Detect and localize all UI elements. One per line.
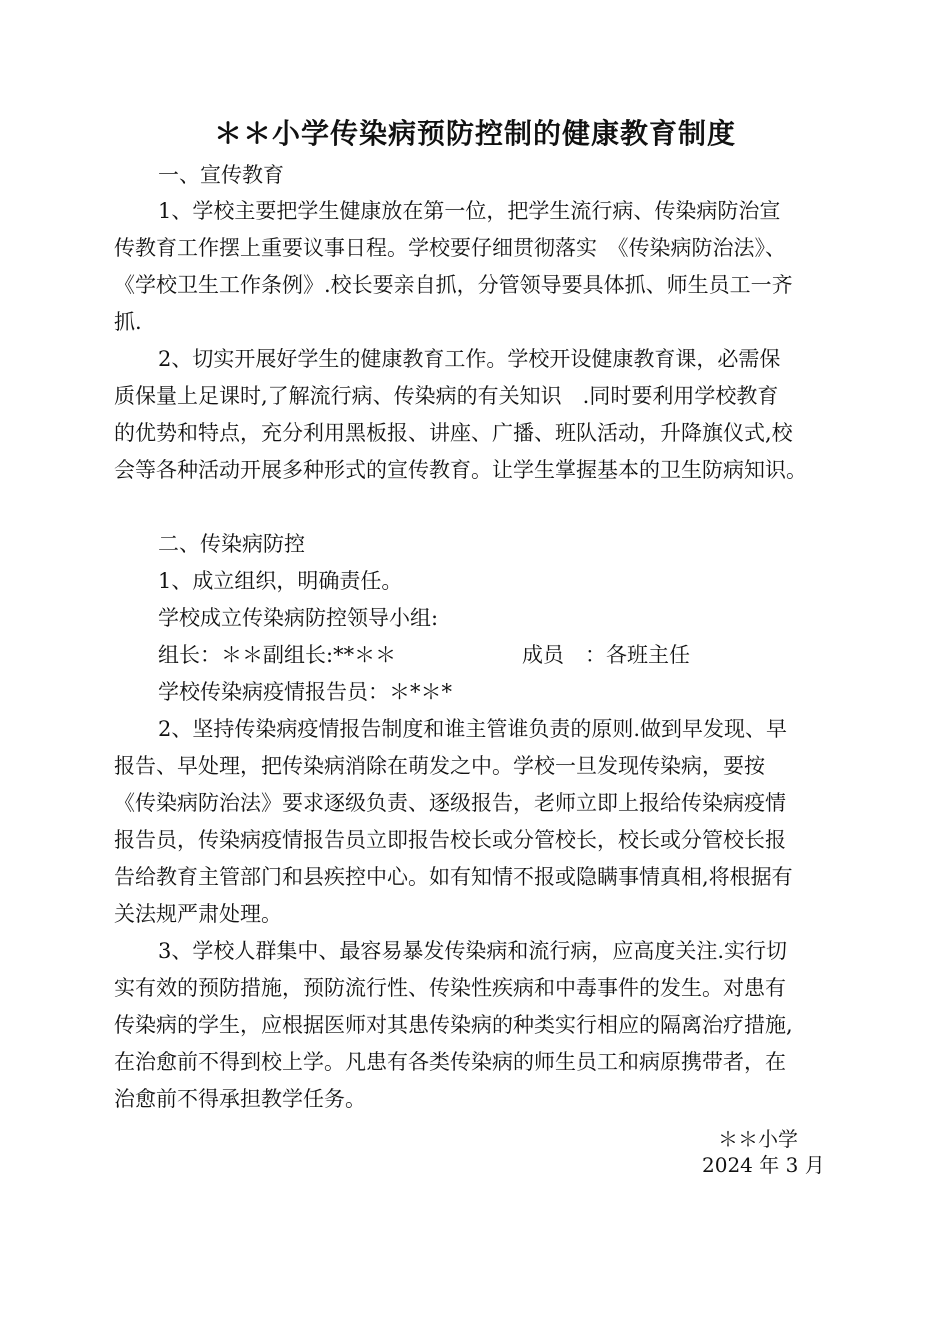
item-1-heading: 1、成立组织，明确责任。 [158,569,403,593]
group-line: 学校成立传染病防控领导小组: [158,606,439,630]
paragraph-4-line-5: 治愈前不得承担教学任务。 [114,1087,366,1111]
paragraph-3-line-5: 告给教育主管部门和县疾控中心。如有知情不报或隐瞒事情真相,将根据有 [114,865,793,889]
paragraph-3-line-1: 2、坚持传染病疫情报告制度和谁主管谁负责的原则.做到早发现、早 [158,717,788,741]
paragraph-4-line-3: 传染病的学生，应根据医师对其患传染病的种类实行相应的隔离治疗措施, [114,1013,793,1037]
signature-org: ＊＊小学 [718,1127,798,1151]
paragraph-2-line-1: 2、切实开展好学生的健康教育工作。学校开设健康教育课，必需保 [158,347,781,371]
reporter-line: 学校传染病疫情报告员：＊*＊* [158,680,452,704]
paragraph-2-line-4: 会等各种活动开展多种形式的宣传教育。让学生掌握基本的卫生防病知识。 [114,458,807,482]
paragraph-4-line-1: 3、学校人群集中、最容易暴发传染病和流行病，应高度关注.实行切 [158,939,788,963]
document-title: ＊＊小学传染病预防控制的健康教育制度 [213,117,736,150]
section-heading-1: 一、宣传教育 [158,163,284,187]
signature-date: 2024 年 3 月 [702,1153,825,1177]
members-line: 成员 ：各班主任 [522,643,690,667]
paragraph-3-line-2: 报告、早处理，把传染病消除在萌发之中。学校一旦发现传染病，要按 [114,754,765,778]
paragraph-4-line-2: 实有效的预防措施，预防流行性、传染性疾病和中毒事件的发生。对患有 [114,976,786,1000]
paragraph-3-line-6: 关法规严肃处理。 [114,902,282,926]
section-heading-2: 二、传染病防控 [158,532,305,556]
paragraph-3-line-3: 《传染病防治法》要求逐级负责、逐级报告，老师立即上报给传染病疫情 [114,791,786,815]
paragraph-1-line-2: 传教育工作摆上重要议事日程。学校要仔细贯彻落实 《传染病防治法》、 [114,236,786,260]
leader-line: 组长：＊＊副组长:**＊＊ [158,643,397,667]
paragraph-1-line-3: 《学校卫生工作条例》.校长要亲自抓，分管领导要具体抓、师生员工一齐 [114,273,793,297]
paragraph-2-line-3: 的优势和特点，充分利用黑板报、讲座、广播、班队活动，升降旗仪式,校 [114,421,793,445]
paragraph-1-line-1: 1、学校主要把学生健康放在第一位，把学生流行病、传染病防治宣 [158,199,781,223]
paragraph-1-line-4: 抓. [114,310,142,334]
paragraph-2-line-2: 质保量上足课时,了解流行病、传染病的有关知识 .同时要利用学校教育 [114,384,779,408]
paragraph-3-line-4: 报告员，传染病疫情报告员立即报告校长或分管校长，校长或分管校长报 [114,828,786,852]
paragraph-4-line-4: 在治愈前不得到校上学。凡患有各类传染病的师生员工和病原携带者，在 [114,1050,786,1074]
